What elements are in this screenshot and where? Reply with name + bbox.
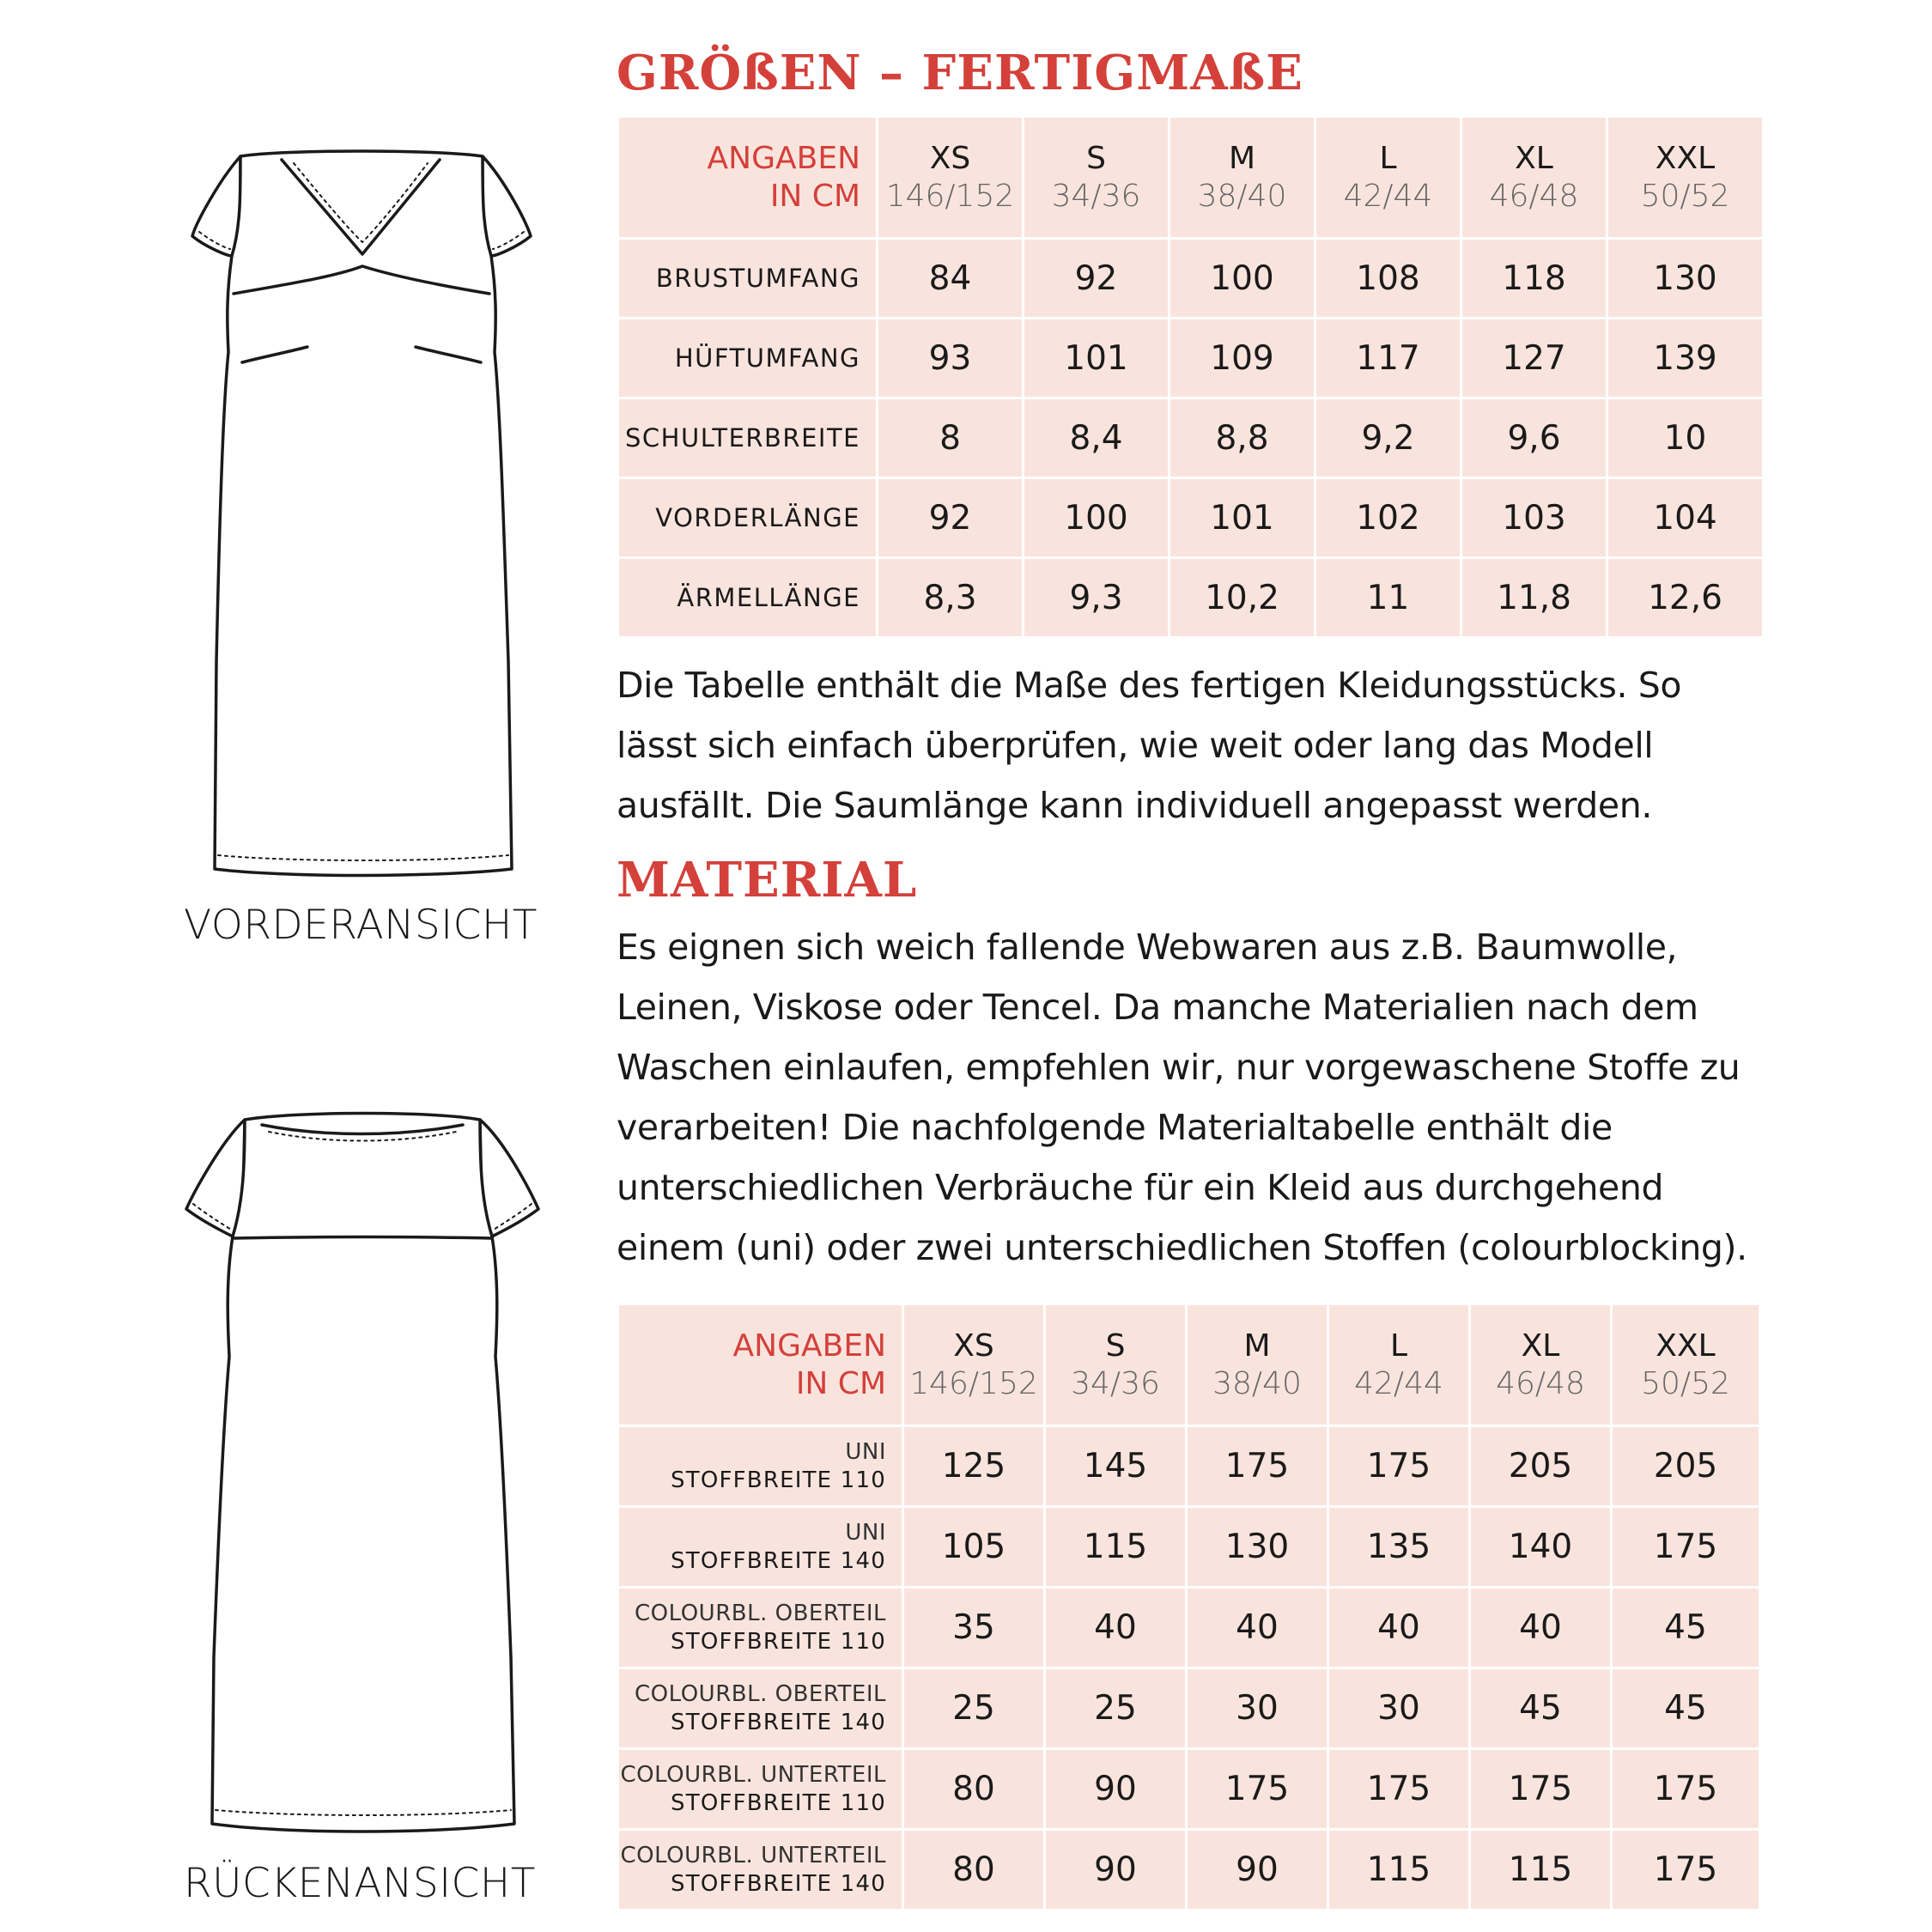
table-cell: 9,3 [1024, 558, 1170, 638]
table-cell: 8,4 [1024, 398, 1170, 478]
table-row [618, 478, 1764, 558]
size-header-s: S 34/36 [1045, 1304, 1187, 1426]
size-header-m: M 38/40 [1170, 117, 1315, 239]
size-header-l: L 42/44 [1328, 1304, 1470, 1426]
material-description: Es eignen sich weich fallende Webwaren aus z.B. Baumwolle, Leinen, Viskose oder Tencel. Da manche Materialien nach dem Waschen einlaufen, empfehlen wir, nur vorgewaschene Stoffe zu verarbeiten! Die nachfolgende Materialtabelle enthält die unterschiedlichen Verbräuche für ein Kleid aus durchgehend einem (uni) oder zwei unterschiedlichen Stoffen (colourblocking). [617, 927, 1747, 1268]
row-label: ÄRMELLÄNGE [618, 558, 878, 638]
size-header-xxl: XXL 50/52 [1607, 117, 1764, 239]
table-cell: 118 [1461, 239, 1607, 319]
table-cell: 8 [878, 398, 1024, 478]
table-cell: 145 [1045, 1426, 1187, 1507]
table-cell: 25 [1045, 1668, 1187, 1749]
table-cell: 92 [1024, 239, 1170, 319]
table-cell: 100 [1024, 478, 1170, 558]
table-cell: 8,8 [1170, 398, 1315, 478]
table-row [618, 1426, 1760, 1507]
table-cell: 108 [1315, 239, 1461, 319]
table-cell: 10,2 [1170, 558, 1315, 638]
row-label: COLOURBL. UNTERTEIL STOFFBREITE 140 [618, 1830, 903, 1911]
table-cell: 10 [1607, 398, 1764, 478]
table-cell: 45 [1612, 1668, 1760, 1749]
table-cell: 139 [1607, 319, 1764, 398]
table-cell: 45 [1470, 1668, 1612, 1749]
table-cell: 80 [903, 1830, 1045, 1911]
size-header-m: M 38/40 [1187, 1304, 1328, 1426]
table-cell: 84 [878, 239, 1024, 319]
table-row [618, 1507, 1760, 1588]
table-cell: 115 [1328, 1830, 1470, 1911]
table-cell: 40 [1045, 1588, 1187, 1668]
table-row [618, 398, 1764, 478]
table-header-row [618, 117, 1764, 239]
front-view-label: VORDERANSICHT [184, 902, 538, 949]
size-header-xxl: XXL 50/52 [1612, 1304, 1760, 1426]
table-cell: 92 [878, 478, 1024, 558]
table-cell: 127 [1461, 319, 1607, 398]
row-label: COLOURBL. OBERTEIL STOFFBREITE 110 [618, 1588, 903, 1668]
table-cell: 109 [1170, 319, 1315, 398]
header-unit-label [618, 1304, 903, 1426]
dress-front-view-drawing [180, 146, 541, 884]
table-cell: 117 [1315, 319, 1461, 398]
table-cell: 125 [903, 1426, 1045, 1507]
sizes-section-title: GRÖßEN – FERTIGMAßE [617, 45, 1303, 101]
table-cell: 175 [1187, 1749, 1328, 1830]
row-label: COLOURBL. UNTERTEIL STOFFBREITE 110 [618, 1749, 903, 1830]
table-cell: 130 [1607, 239, 1764, 319]
table-cell: 175 [1187, 1426, 1328, 1507]
table-cell: 100 [1170, 239, 1315, 319]
row-label: UNI STOFFBREITE 140 [618, 1507, 903, 1588]
back-view-label: RÜCKENANSICHT [184, 1860, 536, 1907]
size-header-xs: XS 146/152 [878, 117, 1024, 239]
table-cell: 175 [1612, 1749, 1760, 1830]
table-cell: 80 [903, 1749, 1045, 1830]
header-unit-label [618, 117, 878, 239]
material-section-title: MATERIAL [617, 852, 918, 908]
table-cell: 40 [1470, 1588, 1612, 1668]
header-label-line1: ANGABEN [707, 140, 860, 176]
size-header-xl: XL 46/48 [1461, 117, 1607, 239]
table-cell: 140 [1470, 1507, 1612, 1588]
table-cell: 135 [1328, 1507, 1470, 1588]
size-header-xl: XL 46/48 [1470, 1304, 1612, 1426]
dress-back-view-drawing [176, 1108, 545, 1846]
table-cell: 205 [1470, 1426, 1612, 1507]
table-cell: 103 [1461, 478, 1607, 558]
table-cell: 11,8 [1461, 558, 1607, 638]
row-label: UNI STOFFBREITE 110 [618, 1426, 903, 1507]
header-label-line2: IN CM [769, 178, 860, 214]
table-cell: 45 [1612, 1588, 1760, 1668]
row-label: VORDERLÄNGE [618, 478, 878, 558]
table-cell: 175 [1612, 1830, 1760, 1911]
table-cell: 105 [903, 1507, 1045, 1588]
table-cell: 30 [1328, 1668, 1470, 1749]
finished-measurements-table [617, 115, 1765, 639]
table-row [618, 319, 1764, 398]
table-cell: 9,6 [1461, 398, 1607, 478]
table-cell: 102 [1315, 478, 1461, 558]
table-cell: 8,3 [878, 558, 1024, 638]
table-row [618, 1588, 1760, 1668]
table-cell: 175 [1328, 1426, 1470, 1507]
table-cell: 115 [1045, 1507, 1187, 1588]
table-cell: 175 [1470, 1749, 1612, 1830]
size-header-s: S 34/36 [1024, 117, 1170, 239]
table-cell: 175 [1612, 1507, 1760, 1588]
table-cell: 12,6 [1607, 558, 1764, 638]
table-cell: 130 [1187, 1507, 1328, 1588]
table-cell: 115 [1470, 1830, 1612, 1911]
size-header-xs: XS 146/152 [903, 1304, 1045, 1426]
row-label: SCHULTERBREITE [618, 398, 878, 478]
table-cell: 104 [1607, 478, 1764, 558]
material-requirements-table [617, 1303, 1761, 1911]
row-label: HÜFTUMFANG [618, 319, 878, 398]
table-cell: 175 [1328, 1749, 1470, 1830]
table-row [618, 1830, 1760, 1911]
table-row [618, 1668, 1760, 1749]
table-row [618, 558, 1764, 638]
measurements-note: Die Tabelle enthält die Maße des fertigen Kleidungsstücks. So lässt sich einfach überprüfen, wie weit oder lang das Modell ausfällt. Die Saumlänge kann individuell angepasst werden. [617, 665, 1682, 826]
table-cell: 25 [903, 1668, 1045, 1749]
table-cell: 35 [903, 1588, 1045, 1668]
table-cell: 90 [1045, 1749, 1187, 1830]
row-label: BRUSTUMFANG [618, 239, 878, 319]
table-cell: 30 [1187, 1668, 1328, 1749]
size-header-l: L 42/44 [1315, 117, 1461, 239]
table-row [618, 239, 1764, 319]
table-cell: 101 [1024, 319, 1170, 398]
row-label: COLOURBL. OBERTEIL STOFFBREITE 140 [618, 1668, 903, 1749]
table-cell: 40 [1328, 1588, 1470, 1668]
table-header-row [618, 1304, 1760, 1426]
table-cell: 11 [1315, 558, 1461, 638]
table-row [618, 1749, 1760, 1830]
table-cell: 101 [1170, 478, 1315, 558]
table-cell: 90 [1045, 1830, 1187, 1911]
header-label-line1: ANGABEN [732, 1327, 886, 1364]
header-label-line2: IN CM [795, 1365, 886, 1401]
table-cell: 205 [1612, 1426, 1760, 1507]
table-cell: 40 [1187, 1588, 1328, 1668]
table-cell: 93 [878, 319, 1024, 398]
table-cell: 90 [1187, 1830, 1328, 1911]
table-cell: 9,2 [1315, 398, 1461, 478]
